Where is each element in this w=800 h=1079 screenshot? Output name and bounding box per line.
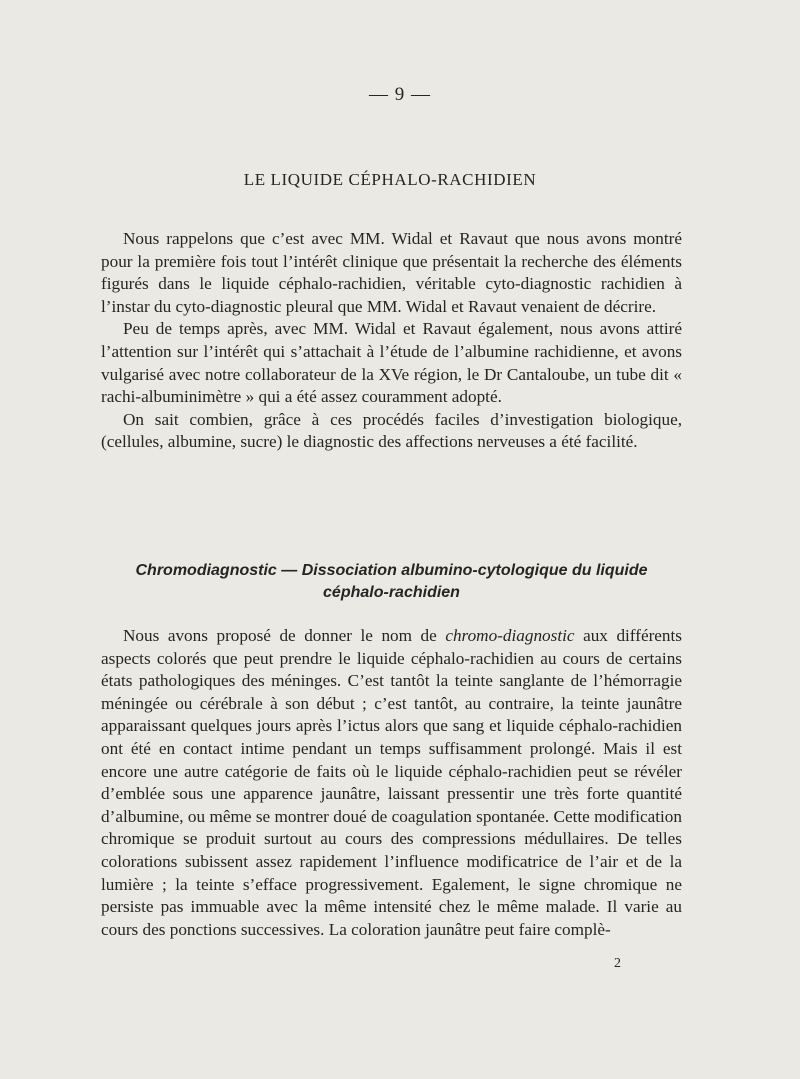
page-number: — 9 —: [369, 84, 431, 105]
signature-mark: 2: [614, 956, 621, 971]
section-heading-line: céphalo-rachidien: [323, 584, 460, 601]
chapter-title: LE LIQUIDE CÉPHALO-RACHIDIEN: [243, 170, 537, 189]
paragraph-text: aux différents aspects colorés que peut prendre le liquide céphalo-rachidien au cours de certains états pathologiques des méninges. C’est tantôt la teinte sanglante de l’hémorragie méningée ou cérébrale à son début ; c’est tantôt, au contraire, la teinte jaunâtre apparaissant quelques jours après l’ictus alors que sang et liquide céphalo-rachidien ont été en contact intime pendant un temps suffisamment prolongé. Mais il est encore une autre catégorie de faits où le liquide céphalo-rachidien peut se révéler d’emblée sous une apparence jaunâtre, laissant pressentir une très forte quantité d’albumine, ou même se montrer doué de coagulation spontanée. Cette modification chromique se produit surtout au cours des compressions médullaires. De telles colorations subissent assez rapidement l’influence modificatrice de l’air et de la lumière ; la teinte s’efface progressivement. Egalement, le signe chromique ne persiste pas immuable avec la même intensité chez le même malade. Il varie au cours des ponctions successives. La coloration jaunâtre peut faire complè-: [101, 626, 682, 939]
intro-section: [101, 228, 682, 454]
section-heading-line: Chromodiagnostic — Dissociation albumino-cytologique du liquide: [135, 562, 648, 579]
paragraph-text: Nous avons proposé de donner le nom de: [123, 626, 446, 645]
paragraph: Nous rappelons que c’est avec MM. Widal et Ravaut que nous avons montré pour la première fois tout l’intérêt clinique que présentait la recherche des éléments figurés dans le liquide céphalo-rachidien, véritable cyto-diagnostic rachidien à l’instar du cyto-diagnostic pleural que MM. Widal et Ravaut venaient de décrire.: [101, 229, 682, 316]
paragraph: On sait combien, grâce à ces procédés faciles d’investigation biologique, (cellules, albumine, sucre) le diagnostic des affections nerveuses a été facilité.: [101, 409, 682, 452]
paragraph: [101, 625, 682, 941]
section-heading: [101, 560, 682, 604]
paragraph: Peu de temps après, avec MM. Widal et Ravaut également, nous avons attiré l’attention sur l’intérêt qui s’attachait à l’étude de l’albumine rachidienne, et avons vulgarisé avec notre collaborateur de la XVe région, le Dr Cantaloube, un tube dit « rachi-albuminimètre » qui a été assez couramment adopté.: [101, 319, 682, 407]
italic-term: chromo-diagnostic: [445, 626, 575, 645]
chromo-section: [101, 625, 682, 941]
